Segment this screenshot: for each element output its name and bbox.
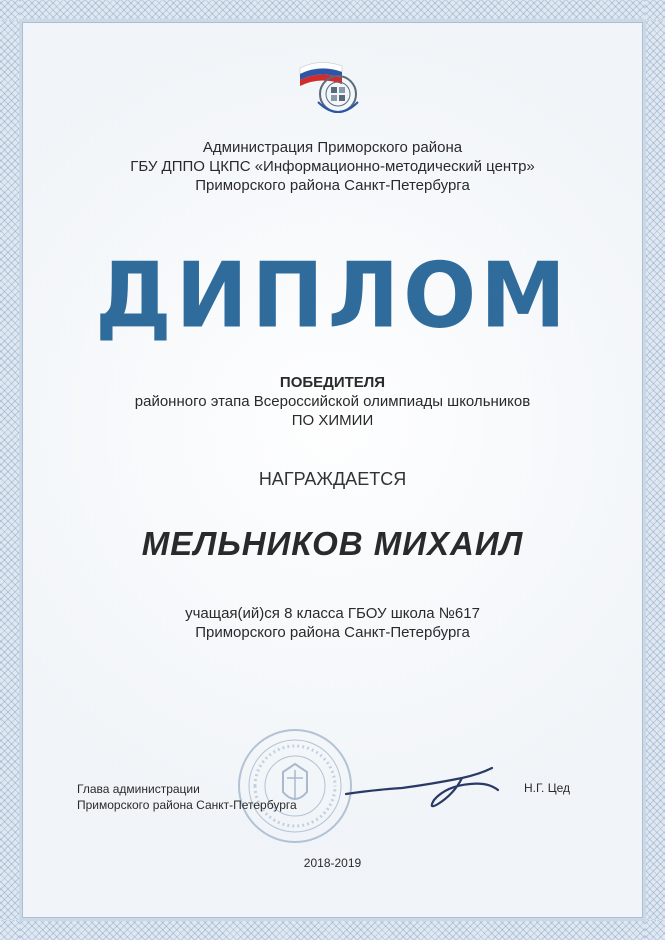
issuer-header <box>0 138 665 195</box>
academic-year: 2018-2019 <box>303 856 362 870</box>
signatory-position <box>77 781 297 813</box>
student-district: Приморского района Санкт-Петербурга <box>195 624 470 641</box>
student-info <box>0 604 665 642</box>
student-class: учащая(ий)ся 8 класса ГБОУ школа №617 <box>185 605 480 622</box>
award-description <box>0 373 665 430</box>
awarded-label: НАГРАЖДАЕТСЯ <box>258 469 407 489</box>
signature-icon <box>342 760 502 820</box>
award-subject: ПО ХИМИИ <box>291 412 374 429</box>
signatory-position-line-2: Приморского района Санкт-Петербурга <box>77 798 297 812</box>
signatory-name: Н.Г. Цед <box>524 781 570 795</box>
issuer-line-1: Администрация Приморского района <box>202 139 463 156</box>
diploma-title: ДИПЛОМ <box>95 243 570 349</box>
issuer-line-3: Приморского района Санкт-Петербурга <box>195 177 470 194</box>
olympiad-emblem-icon <box>290 54 374 118</box>
award-event: районного этапа Всероссийской олимпиады школьников <box>134 393 531 410</box>
signatory-position-line-1: Глава администрации <box>77 782 200 796</box>
award-rank: ПОБЕДИТЕЛЯ <box>279 374 386 391</box>
issuer-line-2: ГБУ ДППО ЦКПС «Информационно-методический центр» <box>130 158 535 175</box>
recipient-name: МЕЛЬНИКОВ МИХАИЛ <box>141 525 524 562</box>
